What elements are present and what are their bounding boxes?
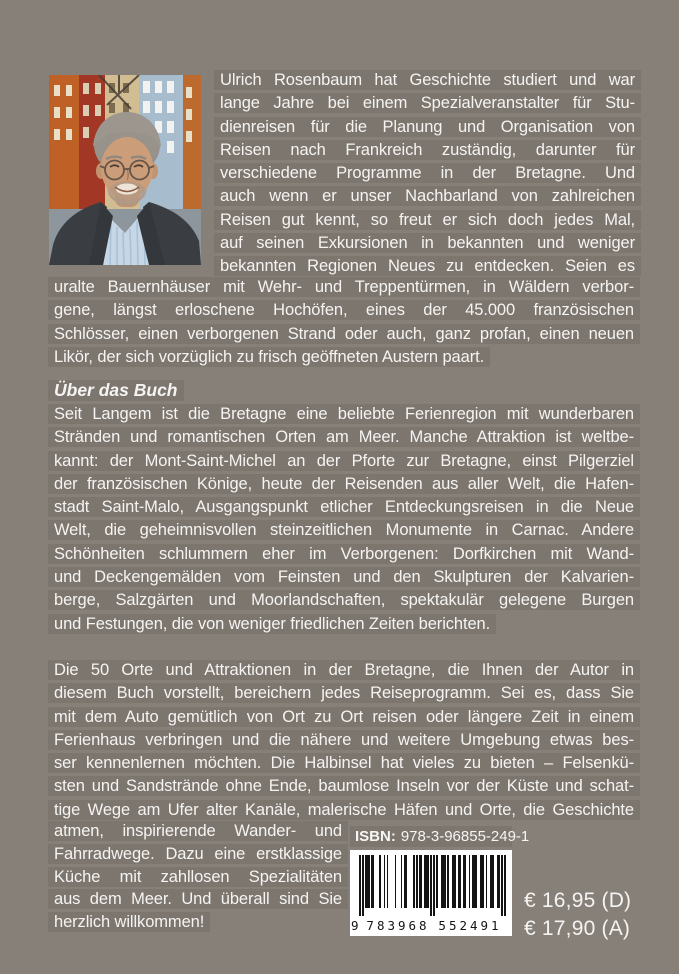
- text-line: herzlich willkommen!: [48, 912, 210, 932]
- text-line: Stränden und romantischen Orten am Meer. Manche Attraktion ist weltbe-: [48, 427, 640, 447]
- text-line: verschiedene Programme in der Bretagne. Und: [214, 163, 641, 183]
- price-block: [524, 887, 631, 942]
- price-austria: € 17,90 (A): [524, 916, 631, 940]
- barcode-digit-group1: 783968: [366, 918, 430, 933]
- text-line: Schlösser, einen verborgenen Strand oder auch, ganz profan, einen neuen: [48, 324, 640, 344]
- text-line: Schönheiten schlummern eher im Verborgenen: Dorfkirchen mit Wand-: [48, 544, 640, 564]
- isbn-label-prefix: ISBN:: [355, 828, 396, 845]
- text-line: Seit Langem ist die Bretagne eine beliebte Ferienregion mit wunderbaren: [48, 404, 640, 424]
- text-line: auf seinen Exkursionen in bekannten und weniger: [214, 233, 641, 253]
- barcode-digit-left: 9: [351, 918, 359, 933]
- barcode-digit-group2: 552491: [438, 918, 502, 933]
- text-line: und Festungen, die von weniger friedlichen Zeiten berichten.: [48, 614, 496, 634]
- about-book-heading: Über das Buch: [48, 380, 184, 401]
- barcode-bars: [359, 855, 506, 916]
- text-line: sten und Sandstrände ohne Ende, baumlose Inseln vor der Küste und schat-: [48, 776, 640, 796]
- text-line: mit dem Auto gemütlich von Ort zu Ort reisen oder längere Zeit in einem: [48, 707, 640, 727]
- text-line: Fahrradwege. Dazu eine erstklassige: [48, 844, 348, 864]
- text-line: atmen, inspirierende Wander- und: [48, 821, 348, 841]
- text-line: Die 50 Orte und Attraktionen in der Bretagne, die Ihnen der Autor in: [48, 660, 640, 680]
- text-line: tige Wege am Ufer alter Kanäle, malerische Häfen und Orte, die Geschichte: [48, 800, 640, 820]
- text-line: der französischen Könige, heute der Reisenden aus aller Welt, die Hafen-: [48, 474, 640, 494]
- text-line: ser kennenlernen möchten. Die Halbinsel hat vieles zu bieten – Felsenkü-: [48, 753, 640, 773]
- text-line: Ferienhaus verbringen und die nähere und weitere Umgebung etwas bes-: [48, 730, 640, 750]
- author-photo-illustration: [49, 75, 201, 265]
- text-line: stadt Saint-Malo, Ausgangspunkt etlicher Entdeckungsreisen in die Neue: [48, 497, 640, 517]
- text-line: Reisen gut kennt, so freut er sich doch jedes Mal,: [214, 210, 641, 230]
- attractions-paragraph-full: [48, 660, 640, 823]
- isbn-barcode: [350, 850, 512, 936]
- author-portrait-photo: [49, 75, 201, 265]
- text-line: diesem Buch vorstellt, bereichern jedes Reiseprogramm. Sei es, dass Sie: [48, 683, 640, 703]
- text-line: gene, längst erloschene Hochöfen, eines der 45.000 französischen: [48, 300, 640, 320]
- text-line: kannt: der Mont-Saint-Michel an der Pforte zur Bretagne, einst Pilgerziel: [48, 451, 640, 471]
- author-bio-column: [214, 70, 641, 280]
- text-line: Welt, die geheimnisvollen steinzeitlichen Monumente in Carnac. Andere: [48, 520, 640, 540]
- text-line: Ulrich Rosenbaum hat Geschichte studiert und war: [214, 70, 641, 90]
- isbn-number: 978-3-96855-249-1: [400, 828, 530, 845]
- barcode-module: [504, 855, 506, 916]
- text-line: Reisen nach Frankreich zuständig, darunter für: [214, 140, 641, 160]
- text-line: Küche mit zahllosen Spezialitäten: [48, 867, 348, 887]
- text-line: auch wenn er unser Nachbarland von zahlreichen: [214, 186, 641, 206]
- text-line: uralte Bauernhäuser mit Wehr- und Treppentürmen, in Wäldern verbor-: [48, 277, 640, 297]
- text-line: aus dem Meer. Und überall sind Sie: [48, 889, 348, 909]
- attractions-paragraph-narrow: [48, 821, 348, 935]
- isbn-label: [350, 826, 530, 847]
- price-germany: € 16,95 (D): [524, 889, 632, 912]
- text-line: und Deckengemälden vom Feinsten und den Skulpturen der Kalvarien-: [48, 567, 640, 587]
- text-line: lange Jahre bei einem Spezialveranstalter für Stu-: [214, 93, 641, 113]
- about-book-paragraph: [48, 404, 640, 637]
- text-line: Likör, der sich vorzüglich zu frisch geöffneten Austern paart.: [48, 347, 490, 367]
- text-line: bekannten Regionen Neues zu entdecken. Seien es: [214, 256, 641, 276]
- text-line: dienreisen für die Planung und Organisation von: [214, 117, 641, 137]
- author-bio-full-width: [48, 277, 640, 370]
- text-line: berge, Salzgärten und Moorlandschaften, spektakulär gelegene Burgen: [48, 590, 640, 610]
